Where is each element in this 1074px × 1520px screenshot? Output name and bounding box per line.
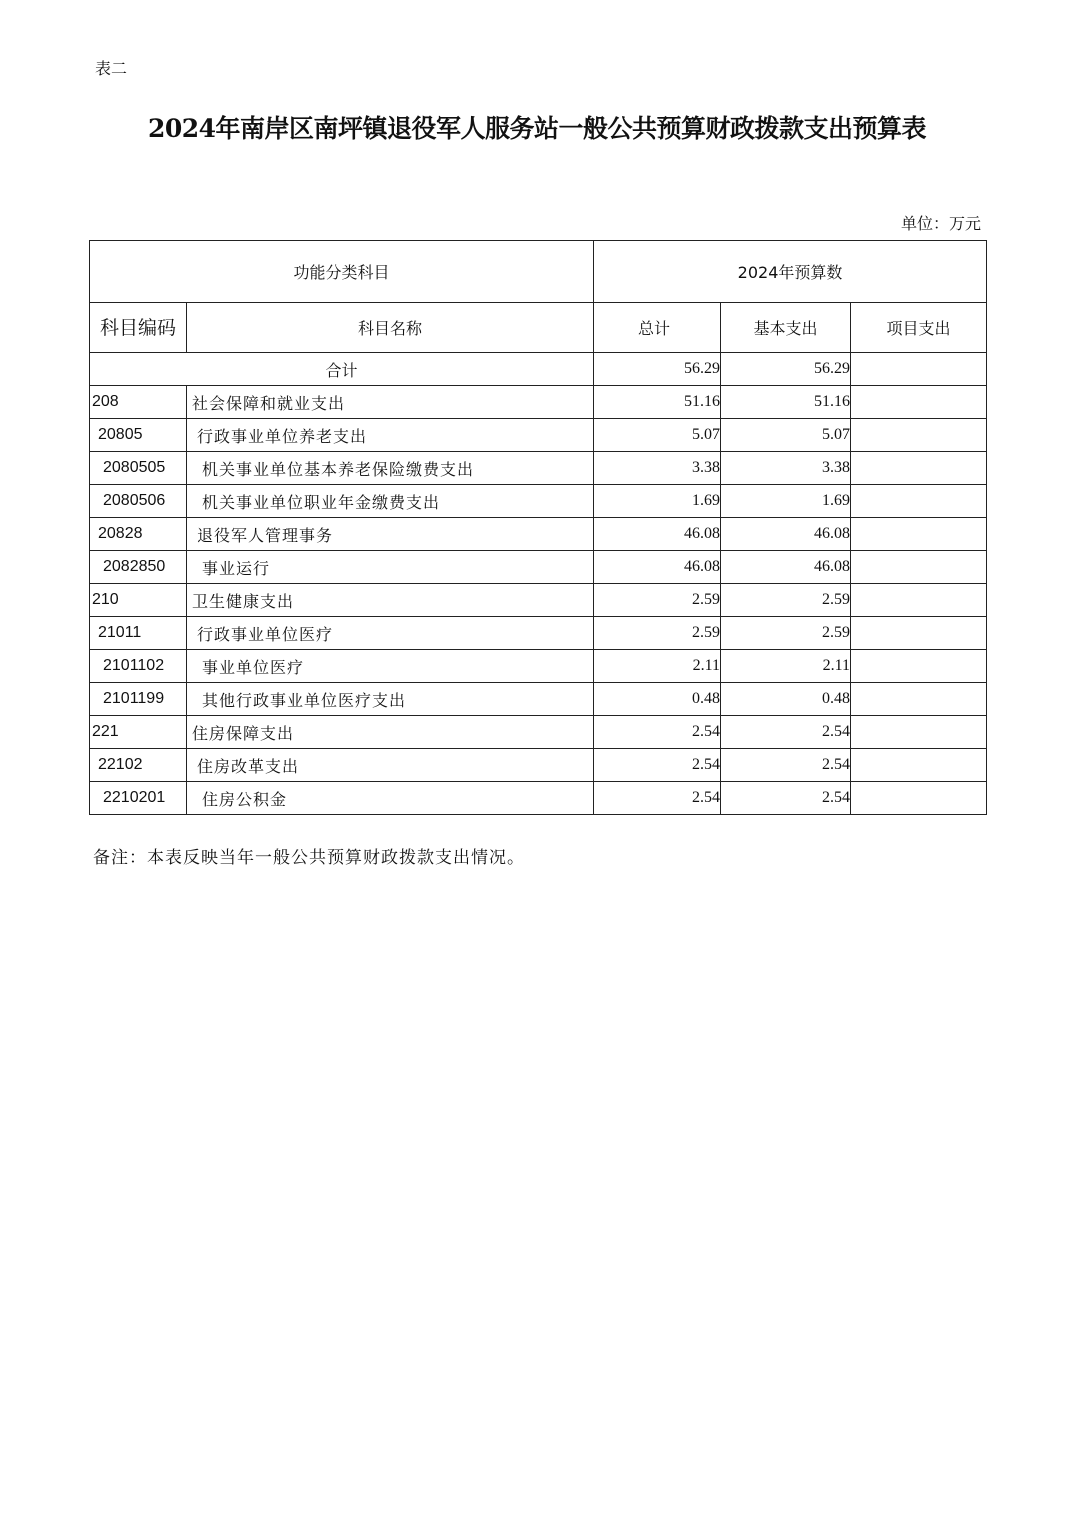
row-name: 住房公积金 (187, 782, 594, 815)
row-code: 22102 (90, 749, 187, 782)
table-row (90, 551, 987, 584)
row-total: 0.48 (594, 683, 721, 716)
total-project (851, 353, 987, 386)
row-project (851, 749, 987, 782)
table-row (90, 617, 987, 650)
row-total: 46.08 (594, 518, 721, 551)
header-total: 总计 (594, 303, 721, 353)
row-basic: 46.08 (721, 551, 851, 584)
unit-label: 单位：万元 (900, 214, 981, 233)
table-row (90, 749, 987, 782)
table-row (90, 650, 987, 683)
row-name: 行政事业单位养老支出 (187, 419, 594, 452)
row-basic: 2.54 (721, 749, 851, 782)
row-total: 2.11 (594, 650, 721, 683)
table-row (90, 683, 987, 716)
total-basic: 56.29 (721, 353, 851, 386)
row-code: 210 (90, 584, 187, 617)
row-name: 事业运行 (187, 551, 594, 584)
row-basic: 2.59 (721, 584, 851, 617)
row-total: 5.07 (594, 419, 721, 452)
row-code: 20805 (90, 419, 187, 452)
total-row (90, 353, 987, 386)
row-code: 221 (90, 716, 187, 749)
row-name: 其他行政事业单位医疗支出 (187, 683, 594, 716)
row-total: 2.54 (594, 749, 721, 782)
row-code: 2080506 (90, 485, 187, 518)
table-row (90, 716, 987, 749)
budget-table (89, 240, 987, 815)
table-row (90, 452, 987, 485)
row-basic: 2.59 (721, 617, 851, 650)
row-name: 退役军人管理事务 (187, 518, 594, 551)
row-project (851, 386, 987, 419)
row-name: 机关事业单位职业年金缴费支出 (187, 485, 594, 518)
footnote: 备注：本表反映当年一般公共预算财政拨款支出情况。 (93, 848, 525, 868)
row-project (851, 617, 987, 650)
row-code: 208 (90, 386, 187, 419)
row-project (851, 716, 987, 749)
table-row (90, 584, 987, 617)
row-name: 行政事业单位医疗 (187, 617, 594, 650)
row-code: 20828 (90, 518, 187, 551)
row-project (851, 485, 987, 518)
header-code: 科目编码 (90, 303, 187, 353)
row-code: 2210201 (90, 782, 187, 815)
row-total: 1.69 (594, 485, 721, 518)
row-total: 2.59 (594, 617, 721, 650)
row-name: 住房改革支出 (187, 749, 594, 782)
row-name: 机关事业单位基本养老保险缴费支出 (187, 452, 594, 485)
row-basic: 2.11 (721, 650, 851, 683)
header-row-2 (90, 303, 987, 353)
row-basic: 46.08 (721, 518, 851, 551)
row-name: 事业单位医疗 (187, 650, 594, 683)
row-total: 3.38 (594, 452, 721, 485)
row-project (851, 650, 987, 683)
header-project: 项目支出 (851, 303, 987, 353)
table-row (90, 485, 987, 518)
row-name: 住房保障支出 (187, 716, 594, 749)
row-code: 2101199 (90, 683, 187, 716)
row-basic: 0.48 (721, 683, 851, 716)
row-basic: 2.54 (721, 782, 851, 815)
row-project (851, 782, 987, 815)
header-budget-year: 2024年预算数 (594, 241, 987, 303)
table-row (90, 386, 987, 419)
header-functional-category: 功能分类科目 (90, 241, 594, 303)
row-basic: 51.16 (721, 386, 851, 419)
row-total: 2.54 (594, 716, 721, 749)
table-row (90, 419, 987, 452)
header-basic: 基本支出 (721, 303, 851, 353)
row-project (851, 584, 987, 617)
total-label: 合计 (90, 353, 594, 386)
table-row (90, 782, 987, 815)
table-row (90, 518, 987, 551)
row-project (851, 551, 987, 584)
row-total: 46.08 (594, 551, 721, 584)
total-amount: 56.29 (594, 353, 721, 386)
document-title: 2024年南岸区南坪镇退役军人服务站一般公共预算财政拨款支出预算表 (147, 114, 927, 143)
row-total: 51.16 (594, 386, 721, 419)
row-name: 卫生健康支出 (187, 584, 594, 617)
row-project (851, 518, 987, 551)
row-basic: 3.38 (721, 452, 851, 485)
row-code: 21011 (90, 617, 187, 650)
row-basic: 1.69 (721, 485, 851, 518)
header-row-1 (90, 241, 987, 303)
row-basic: 5.07 (721, 419, 851, 452)
row-code: 2080505 (90, 452, 187, 485)
row-project (851, 419, 987, 452)
row-code: 2082850 (90, 551, 187, 584)
row-total: 2.54 (594, 782, 721, 815)
table-label: 表二 (95, 59, 128, 78)
row-name: 社会保障和就业支出 (187, 386, 594, 419)
row-project (851, 683, 987, 716)
row-total: 2.59 (594, 584, 721, 617)
row-project (851, 452, 987, 485)
row-code: 2101102 (90, 650, 187, 683)
header-name: 科目名称 (187, 303, 594, 353)
row-basic: 2.54 (721, 716, 851, 749)
